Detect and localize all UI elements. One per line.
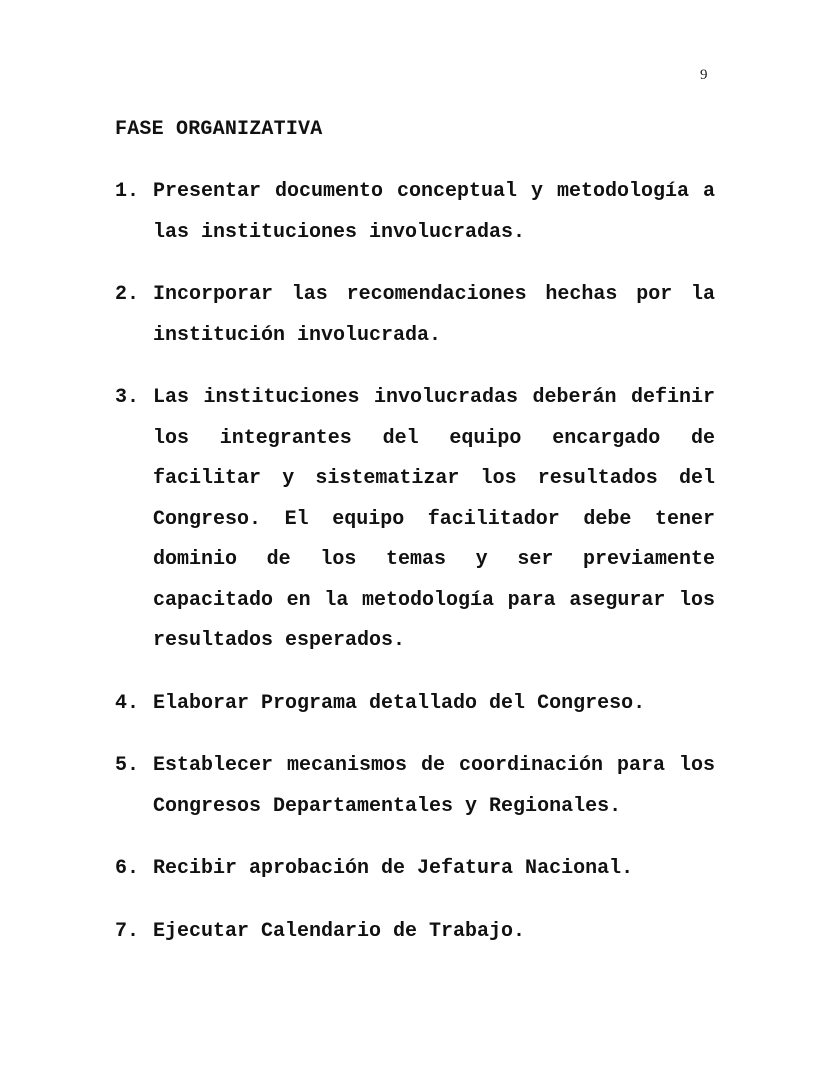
item-text: Establecer mecanismos de coordinación para los Congresos Departamentales y Regionales.: [153, 754, 715, 818]
item-text: Las instituciones involucradas deberán definir los integrantes del equipo encargado de facilitar y sistematizar los resultados del Congreso. El equipo facilitador debe tener dominio de los temas y ser previamente capacitado en la metodología para asegurar los resultados esperados.: [153, 386, 715, 652]
list-item: [115, 275, 715, 356]
item-text: Recibir aprobación de Jefatura Nacional.: [153, 857, 634, 880]
item-number: 2.: [115, 283, 140, 306]
item-number: 1.: [115, 180, 140, 203]
item-text: Incorporar las recomendaciones hechas por la institución involucrada.: [153, 283, 715, 347]
page-number: 9: [700, 67, 708, 83]
item-number: 5.: [115, 754, 140, 777]
item-text: Ejecutar Calendario de Trabajo.: [153, 919, 526, 943]
item-number: 4.: [115, 691, 140, 715]
list-item: [115, 912, 715, 953]
item-text: Elaborar Programa detallado del Congreso.: [153, 691, 646, 715]
list-item: [115, 684, 715, 725]
section-heading: FASE ORGANIZATIVA: [115, 118, 323, 141]
item-text: Presentar documento conceptual y metodología a las instituciones involucradas.: [153, 180, 715, 244]
list-item: [115, 378, 715, 662]
item-number: 3.: [115, 386, 140, 409]
list-item: [115, 172, 715, 253]
item-number: 6.: [115, 857, 140, 880]
list-item: [115, 746, 715, 827]
item-number: 7.: [115, 919, 140, 943]
list-item: [115, 849, 715, 890]
task-list: [115, 172, 715, 974]
